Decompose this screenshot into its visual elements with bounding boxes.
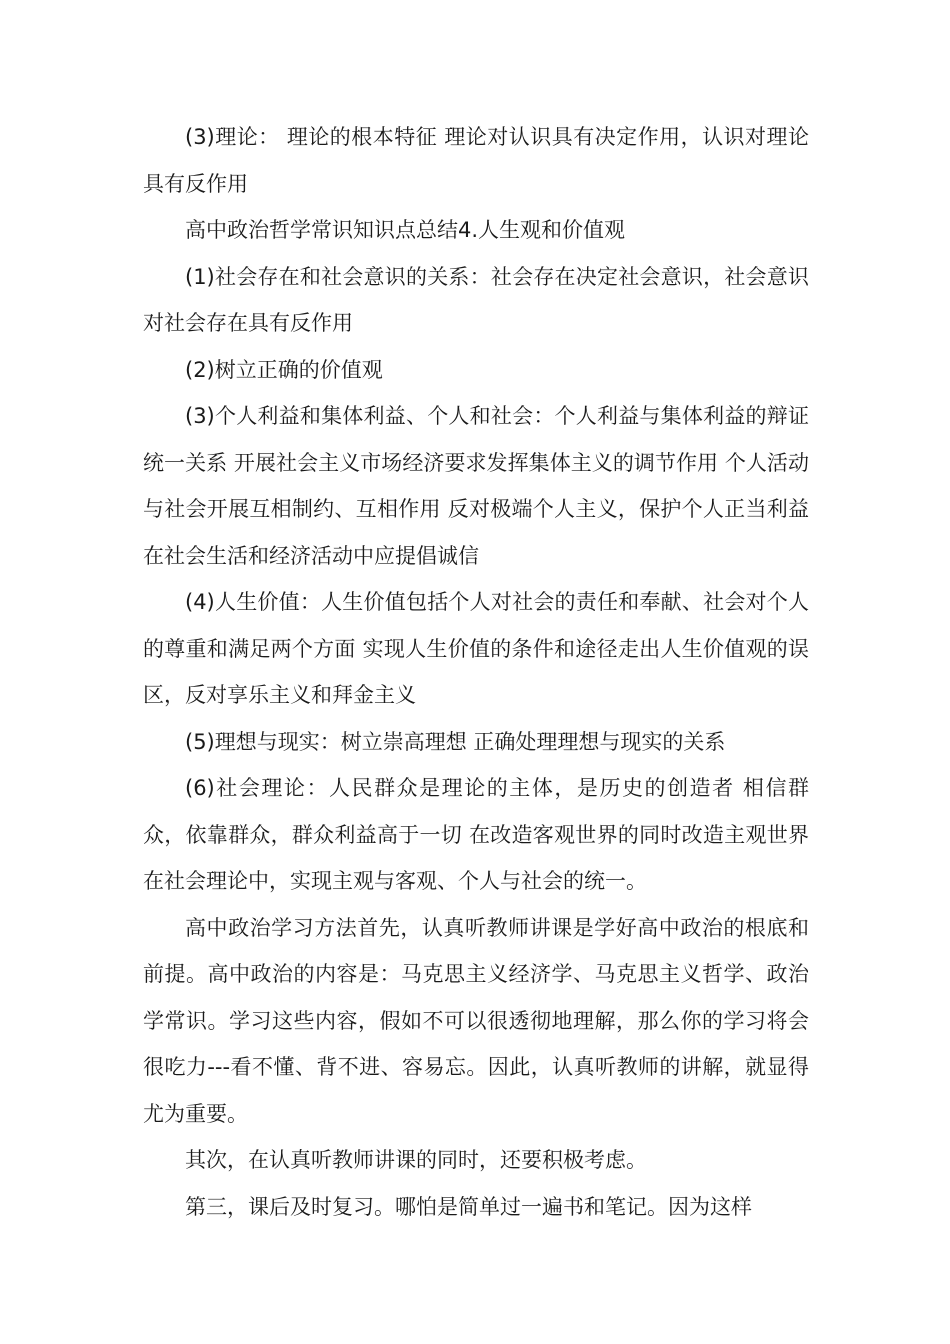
paragraph: (3)理论： 理论的根本特征 理论对认识具有决定作用，认识对理论具有反作用 bbox=[143, 125, 809, 196]
paragraph: (6)社会理论：人民群众是理论的主体，是历史的创造者 相信群众，依靠群众，群众利益高于一切 在改造客观世界的同时改造主观世界在社会理论中，实现主观与客观、个人与社会的统一。 bbox=[143, 776, 809, 893]
paragraph: 高中政治学习方法首先，认真听教师讲课是学好高中政治的根底和前提。高中政治的内容是：马克思主义经济学、马克思主义哲学、政治学常识。学习这些内容，假如不可以很透彻地理解，那么你的学习将会很吃力---看不懂、背不进、容易忘。因此，认真听教师的讲解，就显得尤为重要。 bbox=[143, 915, 809, 1126]
paragraph: (5)理想与现实：树立崇高理想 正确处理理想与现实的关系 bbox=[185, 729, 726, 754]
section-heading: 高中政治哲学常识知识点总结4.人生观和价值观 bbox=[185, 218, 626, 242]
document-body bbox=[143, 114, 809, 1230]
paragraph: 其次，在认真听教师讲课的同时，还要积极考虑。 bbox=[185, 1148, 647, 1172]
paragraph: (4)人生价值：人生价值包括个人对社会的责任和奉献、社会对个人的尊重和满足两个方面 实现人生价值的条件和途径走出人生价值观的误区，反对享乐主义和拜金主义 bbox=[143, 590, 809, 707]
paragraph: (2)树立正确的价值观 bbox=[185, 357, 383, 382]
paragraph: (3)个人利益和集体利益、个人和社会：个人利益与集体利益的辩证统一关系 开展社会主义市场经济要求发挥集体主义的调节作用 个人活动与社会开展互相制约、互相作用 反对极端个人主义，保护个人正当利益 在社会生活和经济活动中应提倡诚信 bbox=[143, 404, 809, 568]
paragraph: (1)社会存在和社会意识的关系：社会存在决定社会意识，社会意识对社会存在具有反作用 bbox=[143, 264, 809, 335]
paragraph: 第三，课后及时复习。哪怕是简单过一遍书和笔记。因为这样 bbox=[185, 1194, 752, 1219]
